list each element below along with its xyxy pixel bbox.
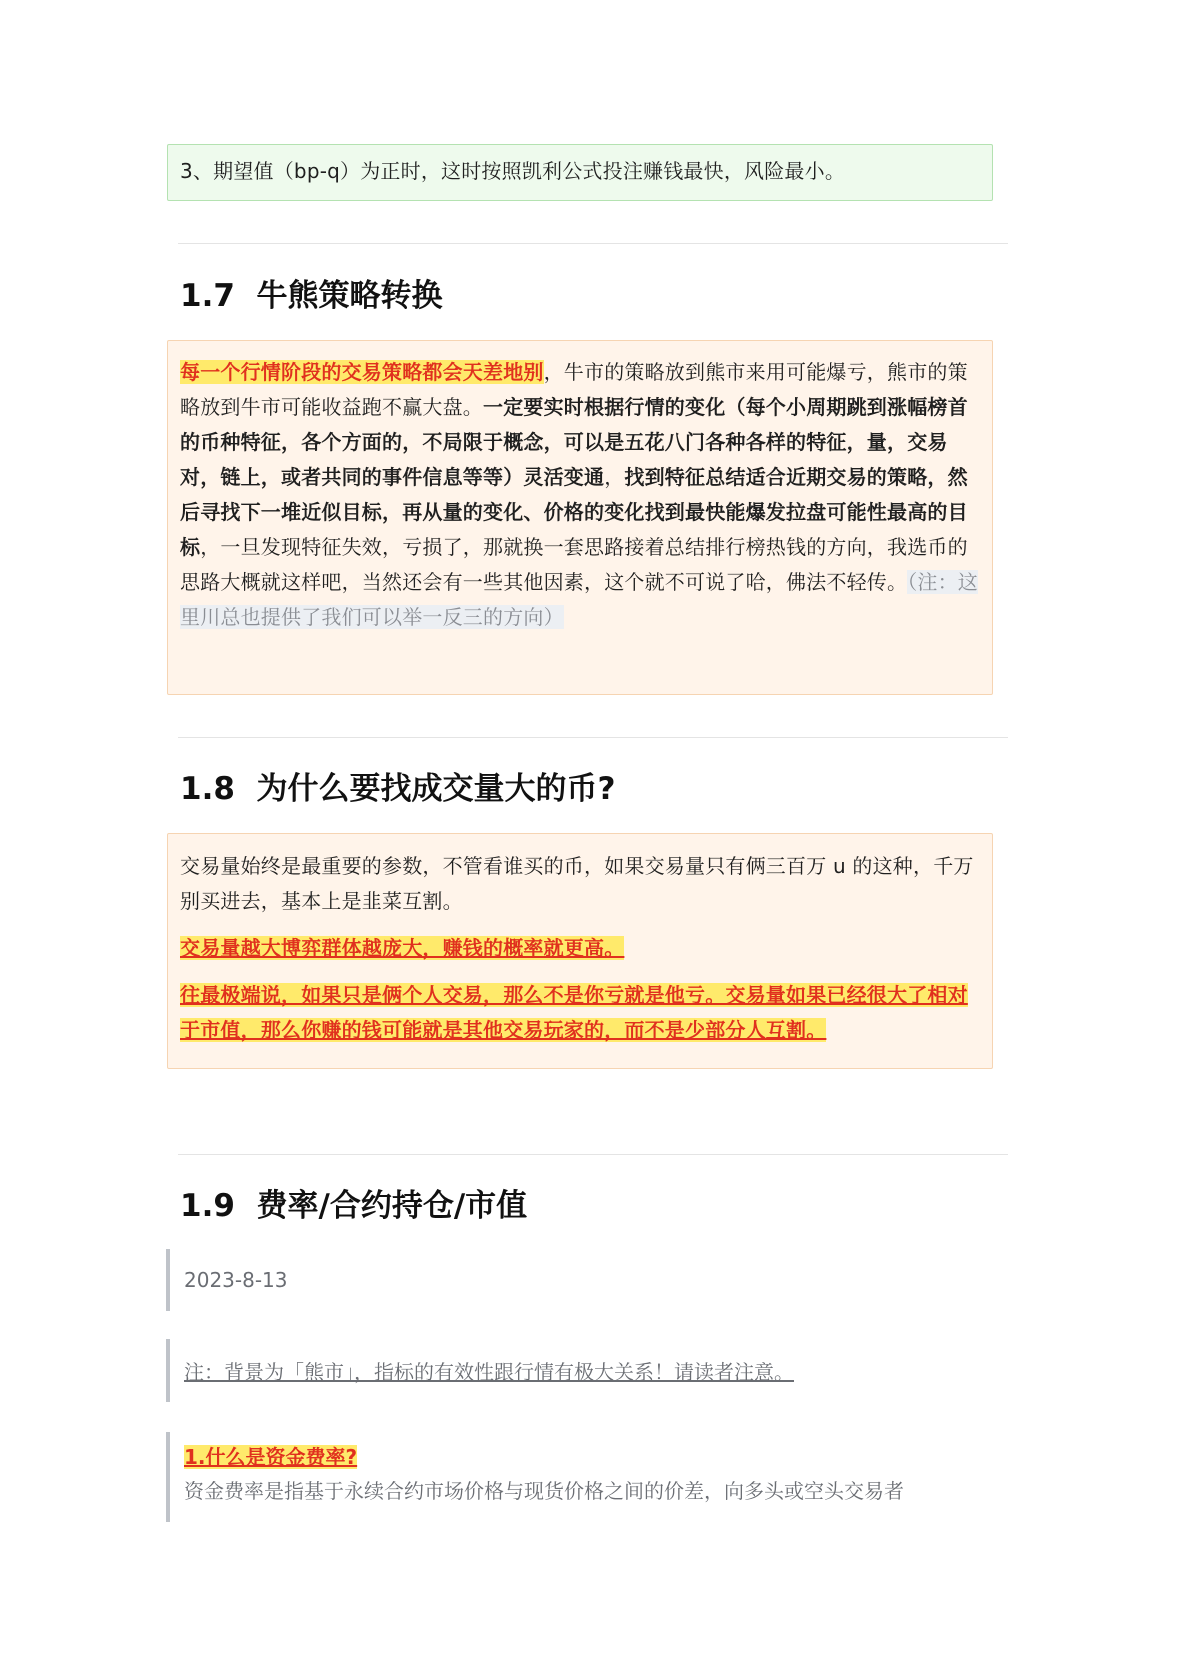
section-title: 为什么要找成交量大的币? xyxy=(256,771,616,807)
note-text: （注：这里川总也提供了我们可以举一反三的方向） xyxy=(180,570,979,629)
section-number: 1.8 xyxy=(180,771,235,807)
plain-text: ，一旦发现特征失效，亏损了，那就换一套思路接着总结排行榜热钱的方向，我选币的思路大概就这样吧，当然还会有一些其他因素，这个就不可说了哈，佛法不轻传。 xyxy=(180,535,968,594)
section-number: 1.7 xyxy=(180,278,235,314)
section-heading-1-7 xyxy=(180,276,443,316)
section-number: 1.9 xyxy=(180,1188,235,1224)
note-text: 注：背景为「熊市」，指标的有效性跟行情有极大关系！请读者注意。 xyxy=(184,1360,794,1384)
callout-orange-1-7 xyxy=(167,340,993,695)
highlight-text: 交易量越大博弈群体越庞大，赚钱的概率就更高。 xyxy=(180,936,625,960)
callout-paragraph-highlight xyxy=(180,978,980,1048)
divider xyxy=(178,1154,1008,1155)
highlight-text: 往最极端说，如果只是俩个人交易，那么不是你亏就是他亏。交易量如果已经很大了相对于市值，那么你赚的钱可能就是其他交易玩家的，而不是少部分人互割。 xyxy=(180,983,968,1042)
highlight-text: 1.什么是资金费率? xyxy=(184,1445,358,1469)
divider xyxy=(178,737,1008,738)
divider xyxy=(178,243,1008,244)
section-heading-1-9 xyxy=(180,1186,527,1226)
bold-text: 一定要实时根据行情的变化（每个小周期跳到涨幅榜首的币种特征，各个方面的，不局限于概念，可以是五花八门各种各样的特征，量，交易对，链上，或者共同的事件信息等等）灵活变通 xyxy=(180,395,968,489)
question-text: 资金费率是指基于永续合约市场价格与现货价格之间的价差，向多头或空头交易者 xyxy=(184,1479,904,1503)
callout-paragraph-highlight xyxy=(180,931,980,966)
plain-text: ， xyxy=(604,465,625,489)
callout-paragraph xyxy=(180,355,980,635)
quote-note xyxy=(166,1339,794,1402)
section-title: 牛熊策略转换 xyxy=(256,278,443,314)
bold-text: 找到特征总结适合近期交易的策略，然后寻找下一堆近似目标，再从量的变化、价格的变化找到最快能爆发拉盘可能性最高的目标 xyxy=(180,465,968,559)
question-title xyxy=(184,1432,904,1474)
quote-date xyxy=(166,1249,288,1311)
callout-text: 3、期望值（bp-q）为正时，这时按照凯利公式投注赚钱最快，风险最小。 xyxy=(180,159,846,183)
highlight-text: 每一个行情阶段的交易策略都会天差地别 xyxy=(180,360,544,384)
plain-text: ，牛市的策略放到熊市来用可能爆亏，熊市的策略放到牛市可能收益跑不赢大盘。 xyxy=(180,360,968,419)
date-text: 2023-8-13 xyxy=(184,1268,288,1292)
section-heading-1-8 xyxy=(180,769,616,809)
section-title: 费率/合约持仓/市值 xyxy=(256,1188,528,1224)
callout-green xyxy=(167,144,993,201)
quote-funding-rate xyxy=(166,1432,904,1522)
callout-orange-1-8 xyxy=(167,833,993,1069)
callout-paragraph: 交易量始终是最重要的参数，不管看谁买的币，如果交易量只有俩三百万 u 的这种，千万别买进去，基本上是韭菜互割。 xyxy=(180,854,974,913)
